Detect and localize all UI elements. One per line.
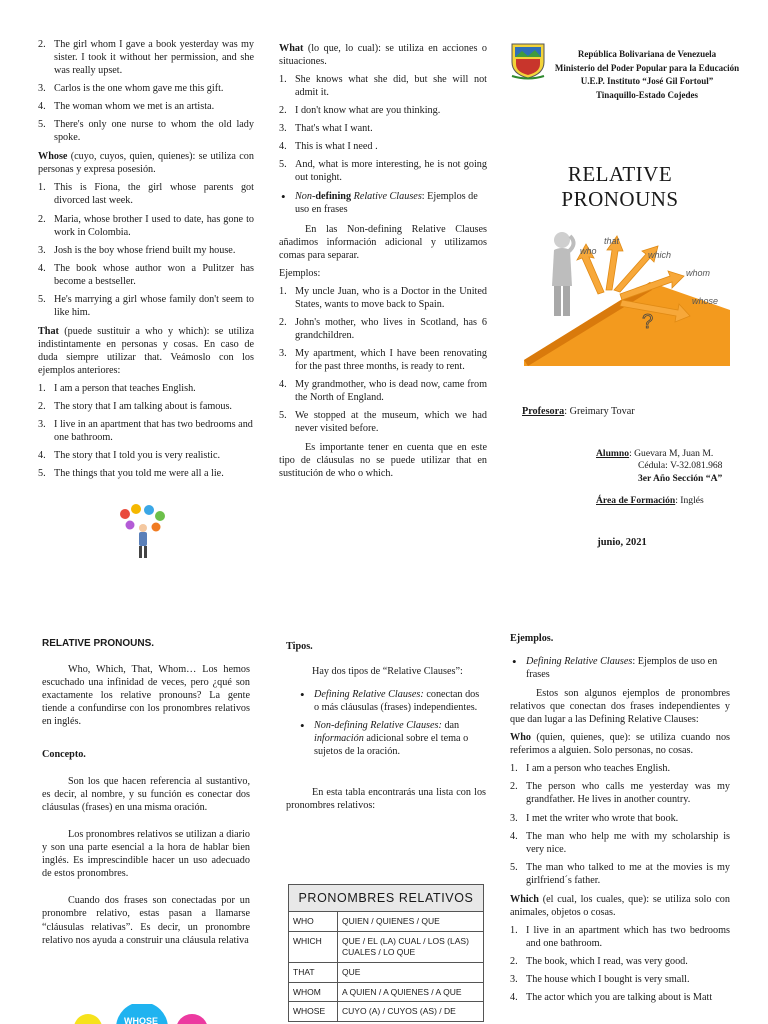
- list-item: [279, 158, 487, 184]
- item-text: The person who calls me yesterday was my grandfather. He lives in another country.: [526, 781, 730, 806]
- list-item: [279, 409, 487, 435]
- list-item: [38, 213, 254, 239]
- list-item: [279, 104, 487, 117]
- concepto-heading: Concepto.: [42, 749, 86, 761]
- item-number: 3.: [279, 347, 287, 359]
- item-text: There's only one nurse to whom the old lady spoke.: [54, 119, 254, 144]
- who-examples-list: [510, 762, 730, 886]
- item-text: We stopped at the museum, which we had never visited before.: [295, 410, 487, 435]
- column-top-middle: [279, 42, 487, 485]
- item-text: My apartment, which I have been renovating for the past three months, is ready to rent.: [295, 347, 487, 372]
- list-item: [279, 122, 487, 135]
- item-number: 2.: [38, 401, 46, 413]
- non-defining-bullet-list: [279, 190, 487, 216]
- list-item: [38, 38, 254, 77]
- list-item: [38, 262, 254, 288]
- item-text: This is Fiona, the girl whose parents got divorced last week.: [54, 182, 254, 207]
- list-item: [38, 449, 254, 462]
- item-text: My grandmother, who is dead now, came from the North of England.: [295, 378, 487, 404]
- item-text: The book whose author won a Pulitzer has become a bestseller.: [54, 262, 254, 287]
- item-number: 3.: [510, 812, 518, 824]
- list-item: [510, 812, 730, 825]
- translation-cell: QUE / EL (LA) CUAL / LOS (LAS) CUALES / LO QUE: [338, 931, 484, 962]
- translation-cell: QUIEN / QUIENES / QUE: [338, 912, 484, 932]
- item-number: 1.: [38, 182, 46, 194]
- tipos-intro: Hay dos tipos de “Relative Clauses”:: [312, 666, 463, 678]
- seccion: 3er Año Sección “A”: [638, 472, 723, 484]
- item-number: 5.: [38, 119, 46, 131]
- item-text: The actor which you are talking about is Matt: [526, 992, 713, 1004]
- item-number: 5.: [279, 159, 287, 171]
- question-mark-icon: ?: [642, 311, 654, 333]
- list-item: [279, 73, 487, 99]
- item-text: The woman whom we met is an artista.: [54, 101, 215, 113]
- item-text: Josh is the boy whose friend built my house.: [54, 244, 236, 256]
- table-body: [289, 912, 484, 1022]
- that-examples-list: [38, 382, 254, 480]
- section-heading: RELATIVE PRONOUNS.: [42, 638, 155, 649]
- item-number: 2.: [38, 39, 46, 50]
- list-item: [38, 400, 254, 413]
- item-number: 4.: [38, 262, 46, 274]
- item-number: 2.: [279, 105, 287, 117]
- translation-cell: QUE: [338, 962, 484, 982]
- arrow-label-whose: whose: [692, 296, 719, 306]
- item-number: 5.: [38, 468, 46, 480]
- item-number: 3.: [38, 83, 46, 95]
- column-top-left: [38, 38, 254, 486]
- list-item: [38, 467, 254, 480]
- list-item: [510, 924, 730, 950]
- item-text: I met the writer who wrote that book.: [526, 812, 679, 824]
- list-item: [38, 418, 254, 444]
- pronoun-cell: WHOSE: [289, 1002, 338, 1022]
- non-defining-bullet: • Non-defining Relative Clauses: Ejemplos de uso en frases: [279, 190, 487, 216]
- cover-title: [520, 162, 720, 212]
- item-number: 1.: [510, 763, 518, 775]
- item-text: This is what I need .: [295, 141, 378, 153]
- pronoun-cell: WHOM: [289, 982, 338, 1002]
- ejemplos-label: Ejemplos:: [279, 267, 321, 279]
- speech-bubbles-person-illustration: [116, 504, 170, 562]
- item-number: 4.: [38, 101, 46, 113]
- list-item: [510, 861, 730, 887]
- arrow-label-whom: whom: [686, 268, 711, 278]
- item-text: The story that I told you is very realistic.: [54, 450, 221, 462]
- list-item: [38, 118, 254, 144]
- item-number: 4.: [510, 830, 518, 842]
- item-number: 2.: [279, 316, 287, 328]
- column-bottom-right: [510, 632, 730, 1010]
- table-row: [289, 912, 484, 932]
- alumno-line: Alumno: Guevara M, Juan M.: [596, 448, 714, 459]
- list-item: [510, 973, 730, 986]
- item-number: 5.: [38, 293, 46, 305]
- item-text: I am a person that teaches English.: [54, 383, 196, 395]
- list-item: [510, 830, 730, 856]
- item-text: That's what I want.: [295, 123, 373, 135]
- list-item: [510, 991, 730, 1004]
- item-text: The man who help me with my scholarship is very nice.: [526, 830, 730, 855]
- item-text: Carlos is the one whom gave me this gift.: [54, 83, 224, 95]
- arrow-label-which: which: [648, 250, 672, 260]
- list-item: [38, 181, 254, 207]
- title-line-1: RELATIVE: [567, 162, 673, 186]
- item-text: The house which I bought is very small.: [526, 973, 690, 985]
- list-item: [38, 82, 254, 95]
- item-text: John's mother, who lives in Scotland, has 6 grandchildren.: [295, 316, 487, 341]
- table-row: [289, 1002, 484, 1022]
- item-text: He's marrying a girl whose family don't seem to like him.: [54, 293, 254, 318]
- item-text: The girl whom I gave a book yesterday was my sister. I took it without her permission, and she was really upset.: [54, 39, 254, 77]
- header-line: U.E.P. Instituto “José Gil Fortoul”: [580, 76, 714, 86]
- pronombres-table: [288, 884, 484, 1022]
- header-line: Ministerio del Poder Popular para la Educación: [554, 62, 740, 73]
- bubble-word: WHOSE: [124, 1016, 159, 1024]
- list-item: [38, 100, 254, 113]
- item-number: 2.: [510, 781, 518, 793]
- tipos-list: [286, 688, 486, 758]
- list-item: [38, 244, 254, 257]
- item-number: 1.: [510, 924, 518, 936]
- whose-examples-list: [38, 181, 254, 318]
- that-definition: That (puede sustituir a who y which): se utiliza indistintamente en personas y cosas. En caso de duda siempre utilizar that. Veámoslo con los ejemplos anteriores:: [38, 325, 254, 376]
- item-number: 5.: [279, 410, 287, 422]
- translation-cell: CUYO (A) / CUYOS (AS) / DE: [338, 1002, 484, 1022]
- whom-examples-list: [38, 38, 254, 144]
- item-number: 2.: [38, 213, 46, 225]
- cover-header: [548, 48, 746, 102]
- non-defining-type-bullet: • Non-defining Relative Clauses: dan información adicional sobre el tema o sujetos de la oración.: [298, 719, 486, 758]
- pronoun-cell: WHICH: [289, 931, 338, 962]
- concepto-paragraph-3: Cuando dos frases son conectadas por un pronombre relativo, estas pasan a llamarse “cláusulas relativas”. Es decir, un pronombre relativo nos ayuda a construir una cláusula relativa: [42, 895, 250, 946]
- table-title: PRONOMBRES RELATIVOS: [289, 885, 484, 912]
- cedula: Cédula: V-32.081.968: [638, 460, 723, 472]
- table-intro: En esta tabla encontrarás una lista con los pronombres relativos:: [286, 787, 486, 812]
- whose-definition: Whose (cuyo, cuyos, quien, quienes): se utiliza con personas y expresa posesión.: [38, 151, 254, 176]
- pronombres-table-wrapper: [288, 884, 484, 1022]
- item-text: My uncle Juan, who is a Doctor in the United States, wants to move back to Spain.: [295, 285, 487, 310]
- arrow-label-that: that: [604, 236, 620, 246]
- list-item: [279, 140, 487, 153]
- which-definition: Which (el cual, los cuales, que): se utiliza solo con animales, objetos o cosas.: [510, 893, 730, 918]
- item-number: 4.: [279, 378, 287, 390]
- item-number: 3.: [510, 973, 518, 985]
- item-text: The man who talked to me at the movies is my girlfriend´s father.: [526, 861, 730, 886]
- item-number: 4.: [510, 992, 518, 1004]
- item-number: 2.: [510, 955, 518, 967]
- item-number: 1.: [279, 285, 287, 297]
- defining-bullet: • Defining Relative Clauses: Ejemplos de uso en frases: [510, 655, 730, 681]
- closing-note: Es importante tener en cuenta que en este tipo de cláusulas no se puede utilizar that en sustitución de who o which.: [279, 442, 487, 480]
- list-item: [38, 293, 254, 319]
- which-examples-list: [510, 924, 730, 1004]
- item-text: I am a person who teaches English.: [526, 763, 670, 775]
- profesora-line: Profesora: Greimary Tovar: [522, 406, 635, 417]
- column-bottom-left: [42, 638, 250, 952]
- table-row: [289, 962, 484, 982]
- list-item: [279, 285, 487, 311]
- title-line-2: PRONOUNS: [561, 187, 679, 212]
- item-text: She knows what she did, but she will not admit it.: [295, 74, 487, 99]
- item-text: Maria, whose brother I used to date, has gone to work in Colombia.: [54, 213, 254, 238]
- item-number: 1.: [279, 74, 287, 86]
- non-defining-examples-list: [279, 285, 487, 435]
- item-text: The things that you told me were all a lie.: [54, 468, 224, 480]
- item-text: The story that I am talking about is famous.: [54, 401, 232, 413]
- table-row: [289, 931, 484, 962]
- what-examples-list: [279, 73, 487, 184]
- defining-type-bullet: • Defining Relative Clauses: conectan dos o más cláusulas (frases) independientes.: [298, 688, 486, 714]
- item-number: 3.: [38, 244, 46, 256]
- non-defining-paragraph: En las Non-defining Relative Clauses añadimos información adicional y utilizamos comas para separar.: [279, 223, 487, 261]
- column-bottom-middle: [286, 640, 486, 817]
- cover-date: junio, 2021: [597, 537, 647, 548]
- list-item: [510, 780, 730, 806]
- intro-paragraph: Who, Which, That, Whom… Los hemos escuchado una infinidad de veces, pero ¿qué son exactamente los relative pronouns? La gente tiende a confundirse con los pronombres relativos en inglés.: [42, 663, 250, 727]
- list-item: [510, 762, 730, 775]
- list-item: [279, 316, 487, 342]
- item-text: I live in an apartment that has two bedrooms and one bathroom.: [54, 419, 253, 444]
- defining-paragraph: Estos son algunos ejemplos de pronombres relativos que conectan dos frases independientes y que dan lugar a las Defining Relative Clauses:: [510, 688, 730, 726]
- header-line: Tinaquillo-Estado Cojedes: [595, 89, 699, 100]
- list-item: [279, 347, 487, 373]
- pronoun-cell: THAT: [289, 962, 338, 982]
- list-item: [38, 382, 254, 395]
- concepto-paragraph-1: Son los que hacen referencia al sustantivo, es decir, al nombre, y su función es conectar dos cláusulas (frases) en una misma oración.: [42, 776, 250, 814]
- item-number: 1.: [38, 383, 46, 395]
- translation-cell: A QUIEN / A QUIENES / A QUE: [338, 982, 484, 1002]
- item-text: The book, which I read, was very good.: [526, 955, 688, 967]
- item-text: I live in an apartment which has two bedrooms and one bathroom.: [526, 924, 730, 949]
- colored-bubbles-illustration: [74, 1004, 214, 1024]
- item-number: 5.: [510, 861, 518, 873]
- who-definition: Who (quien, quienes, que): se utiliza cuando nos referimos a alguien. Solo personas, no cosas.: [510, 732, 730, 757]
- item-text: I don't know what are you thinking.: [295, 105, 441, 117]
- tipos-heading: Tipos.: [286, 641, 313, 652]
- ejemplos-heading: Ejemplos.: [510, 633, 554, 644]
- item-number: 3.: [279, 123, 287, 135]
- defining-bullet-list: [510, 655, 730, 681]
- alumno-block: [596, 448, 756, 508]
- item-number: 4.: [38, 450, 46, 462]
- arrow-label-who: who: [580, 246, 597, 256]
- pronoun-cell: WHO: [289, 912, 338, 932]
- school-logo: [508, 40, 548, 80]
- concepto-paragraph-2: Los pronombres relativos se utilizan a diario y son una parte esencial a la hora de hablar bien inglés. Es imprescindible hacer un uso adecuado de estos pronombres.: [42, 829, 250, 880]
- item-text: And, what is more interesting, he is not going out tonight.: [295, 159, 487, 184]
- list-item: [279, 378, 487, 404]
- what-definition: What (lo que, lo cual): se utiliza en acciones o situaciones.: [279, 43, 487, 68]
- list-item: [510, 955, 730, 968]
- table-row: [289, 982, 484, 1002]
- item-number: 4.: [279, 141, 287, 153]
- area-line: Área de Formación: Inglés: [596, 495, 704, 507]
- relative-pronouns-arrows-illustration: [524, 224, 730, 366]
- header-line: República Bolivariana de Venezuela: [577, 49, 717, 59]
- item-number: 3.: [38, 419, 46, 431]
